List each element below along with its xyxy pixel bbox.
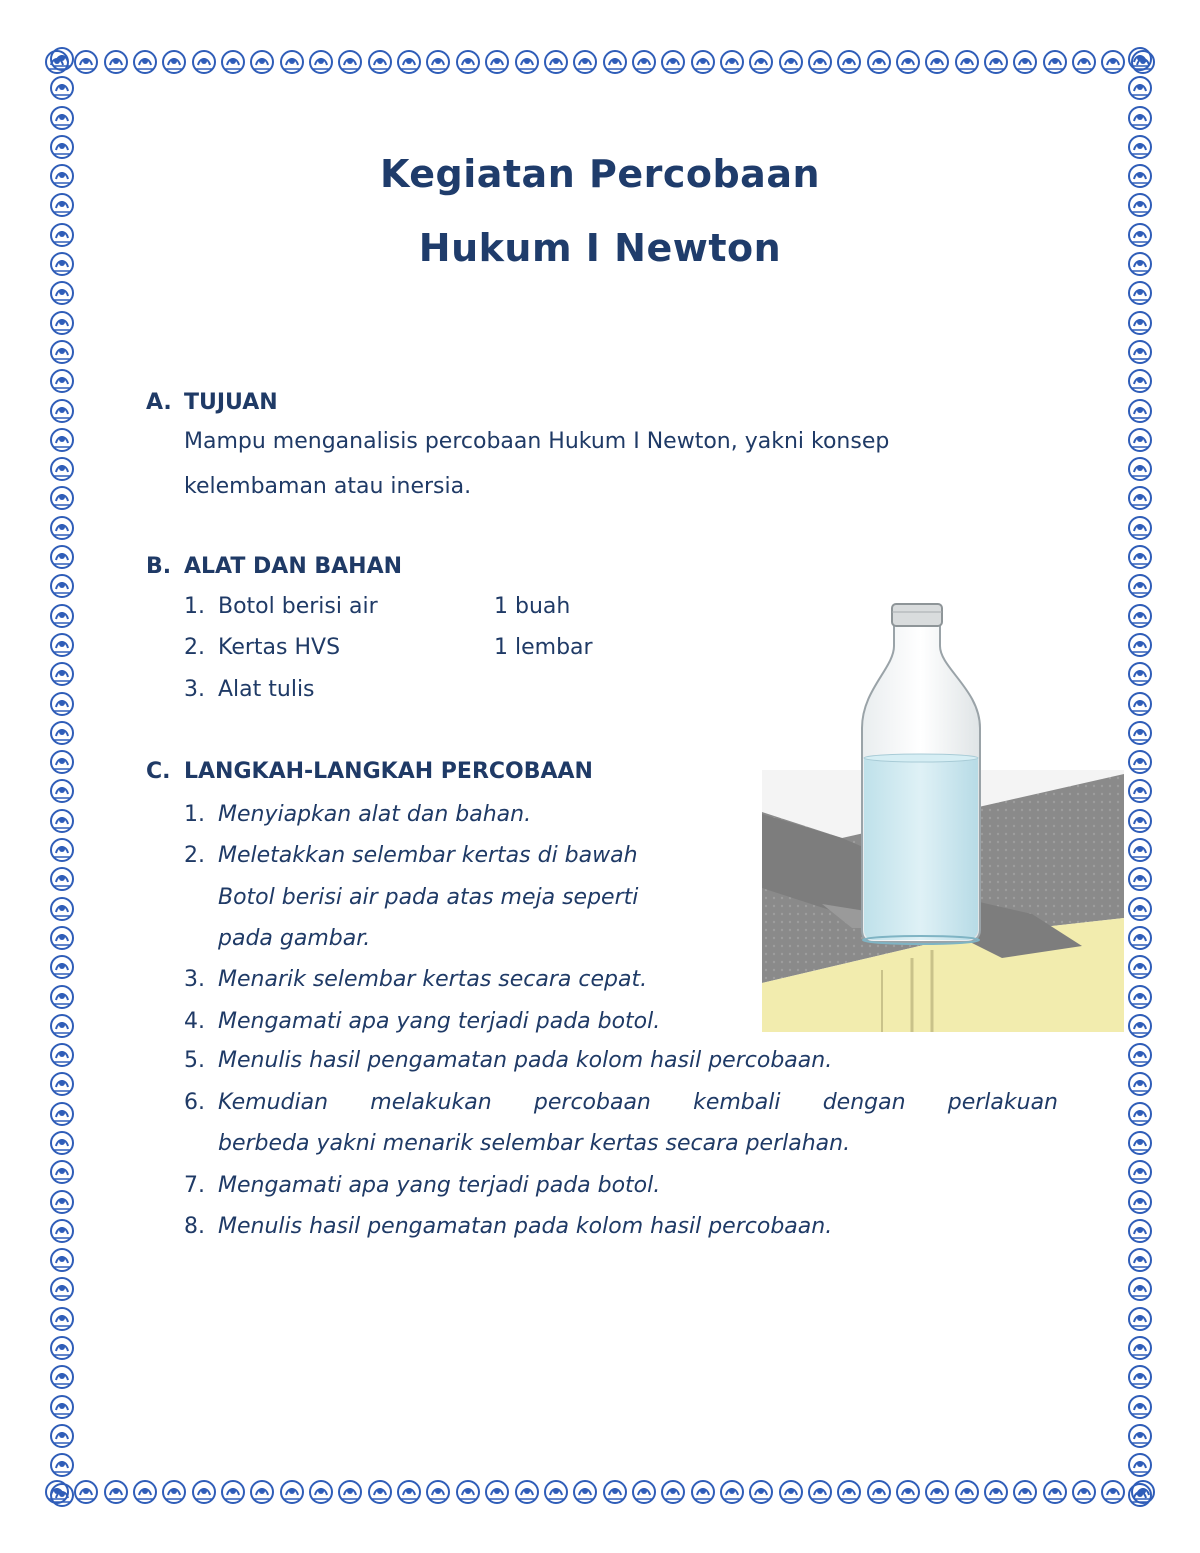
floral-ornament-icon bbox=[1127, 105, 1153, 131]
floral-ornament-icon bbox=[220, 49, 246, 75]
step-text: Kemudian melakukan percobaan kembali dengan perlakuan bbox=[218, 1090, 1058, 1115]
step-text: Menulis hasil pengamatan pada kolom hasil percobaan. bbox=[218, 1048, 833, 1073]
floral-ornament-icon bbox=[1127, 573, 1153, 599]
floral-ornament-icon bbox=[778, 49, 804, 75]
floral-ornament-icon bbox=[49, 661, 75, 687]
floral-ornament-icon bbox=[1042, 49, 1068, 75]
floral-ornament-icon bbox=[1127, 1423, 1153, 1449]
floral-ornament-icon bbox=[1127, 310, 1153, 336]
floral-ornament-icon bbox=[602, 49, 628, 75]
floral-ornament-icon bbox=[49, 339, 75, 365]
floral-ornament-icon bbox=[49, 544, 75, 570]
floral-ornament-icon bbox=[1127, 75, 1153, 101]
floral-ornament-icon bbox=[1127, 1189, 1153, 1215]
floral-ornament-icon bbox=[807, 49, 833, 75]
floral-ornament-icon bbox=[1127, 1218, 1153, 1244]
floral-ornament-icon bbox=[1127, 691, 1153, 717]
floral-ornament-icon bbox=[249, 1479, 275, 1505]
section-c-letter: C. bbox=[146, 759, 171, 784]
floral-ornament-icon bbox=[49, 1335, 75, 1361]
floral-ornament-icon bbox=[748, 1479, 774, 1505]
floral-ornament-icon bbox=[895, 49, 921, 75]
floral-ornament-icon bbox=[49, 1071, 75, 1097]
floral-ornament-icon bbox=[924, 1479, 950, 1505]
floral-ornament-icon bbox=[924, 49, 950, 75]
floral-ornament-icon bbox=[49, 896, 75, 922]
step-number: 8. bbox=[184, 1214, 205, 1239]
bottle-water bbox=[864, 758, 978, 940]
floral-ornament-icon bbox=[455, 49, 481, 75]
document-subtitle: Hukum I Newton bbox=[418, 226, 782, 270]
floral-ornament-icon bbox=[1127, 1364, 1153, 1390]
floral-ornament-icon bbox=[1127, 398, 1153, 424]
bottle-cap bbox=[892, 604, 942, 626]
step-text: Menulis hasil pengamatan pada kolom hasil percobaan. bbox=[218, 1214, 833, 1239]
floral-ornament-icon bbox=[1127, 896, 1153, 922]
floral-ornament-icon bbox=[1127, 632, 1153, 658]
floral-ornament-icon bbox=[1127, 1276, 1153, 1302]
floral-ornament-icon bbox=[49, 691, 75, 717]
floral-ornament-icon bbox=[1127, 280, 1153, 306]
floral-ornament-icon bbox=[367, 49, 393, 75]
floral-ornament-icon bbox=[690, 49, 716, 75]
floral-ornament-icon bbox=[1127, 1247, 1153, 1273]
floral-ornament-icon bbox=[1012, 1479, 1038, 1505]
section-b-letter: B. bbox=[146, 554, 172, 579]
floral-ornament-icon bbox=[49, 603, 75, 629]
floral-ornament-icon bbox=[49, 310, 75, 336]
floral-ornament-icon bbox=[1127, 1394, 1153, 1420]
floral-ornament-icon bbox=[1127, 368, 1153, 394]
floral-ornament-icon bbox=[49, 1159, 75, 1185]
floral-ornament-icon bbox=[983, 49, 1009, 75]
floral-ornament-icon bbox=[1100, 1479, 1126, 1505]
floral-ornament-icon bbox=[49, 398, 75, 424]
floral-ornament-icon bbox=[1127, 1071, 1153, 1097]
step-number: 6. bbox=[184, 1090, 205, 1115]
floral-ornament-icon bbox=[49, 1218, 75, 1244]
floral-ornament-icon bbox=[631, 49, 657, 75]
floral-ornament-icon bbox=[161, 1479, 187, 1505]
floral-ornament-icon bbox=[49, 1482, 75, 1508]
floral-ornament-icon bbox=[279, 49, 305, 75]
section-a-text-line1: Mampu menganalisis percobaan Hukum I Newton, yakni konsep bbox=[184, 429, 890, 454]
floral-ornament-icon bbox=[719, 49, 745, 75]
step-number: 2. bbox=[184, 843, 205, 868]
floral-ornament-icon bbox=[866, 1479, 892, 1505]
section-a-letter: A. bbox=[146, 390, 172, 415]
floral-ornament-icon bbox=[660, 49, 686, 75]
floral-ornament-icon bbox=[602, 1479, 628, 1505]
floral-ornament-icon bbox=[1127, 456, 1153, 482]
floral-ornament-icon bbox=[1127, 1306, 1153, 1332]
floral-ornament-icon bbox=[1127, 720, 1153, 746]
floral-ornament-icon bbox=[49, 837, 75, 863]
floral-ornament-icon bbox=[308, 49, 334, 75]
floral-ornament-icon bbox=[807, 1479, 833, 1505]
floral-ornament-icon bbox=[1127, 778, 1153, 804]
floral-ornament-icon bbox=[1127, 1452, 1153, 1478]
floral-ornament-icon bbox=[103, 1479, 129, 1505]
floral-ornament-icon bbox=[543, 49, 569, 75]
step-text: Menyiapkan alat dan bahan. bbox=[218, 802, 532, 827]
floral-ornament-icon bbox=[49, 1423, 75, 1449]
floral-ornament-icon bbox=[49, 749, 75, 775]
floral-ornament-icon bbox=[484, 1479, 510, 1505]
floral-ornament-icon bbox=[337, 49, 363, 75]
floral-ornament-icon bbox=[49, 1364, 75, 1390]
step-number: 5. bbox=[184, 1048, 205, 1073]
step-number: 7. bbox=[184, 1173, 205, 1198]
floral-ornament-icon bbox=[1127, 192, 1153, 218]
floral-ornament-icon bbox=[279, 1479, 305, 1505]
floral-ornament-icon bbox=[1127, 984, 1153, 1010]
floral-ornament-icon bbox=[572, 1479, 598, 1505]
step-text: Meletakkan selembar kertas di bawah bbox=[218, 843, 638, 868]
material-name: Alat tulis bbox=[218, 677, 315, 702]
step-number: 3. bbox=[184, 967, 205, 992]
floral-ornament-icon bbox=[49, 427, 75, 453]
step-number: 1. bbox=[184, 802, 205, 827]
section-c-heading: LANGKAH-LANGKAH PERCOBAAN bbox=[184, 759, 593, 784]
floral-ornament-icon bbox=[1127, 515, 1153, 541]
floral-ornament-icon bbox=[1127, 954, 1153, 980]
floral-ornament-icon bbox=[778, 1479, 804, 1505]
step-text: Mengamati apa yang terjadi pada botol. bbox=[218, 1173, 661, 1198]
floral-ornament-icon bbox=[719, 1479, 745, 1505]
section-a-text-line2: kelembaman atau inersia. bbox=[184, 474, 472, 499]
floral-ornament-icon bbox=[49, 866, 75, 892]
floral-ornament-icon bbox=[631, 1479, 657, 1505]
floral-ornament-icon bbox=[49, 1276, 75, 1302]
floral-ornament-icon bbox=[49, 368, 75, 394]
floral-ornament-icon bbox=[49, 1101, 75, 1127]
floral-ornament-icon bbox=[308, 1479, 334, 1505]
step-number: 4. bbox=[184, 1009, 205, 1034]
floral-ornament-icon bbox=[572, 49, 598, 75]
floral-ornament-icon bbox=[1127, 544, 1153, 570]
floral-ornament-icon bbox=[748, 49, 774, 75]
floral-ornament-icon bbox=[49, 1189, 75, 1215]
floral-ornament-icon bbox=[49, 456, 75, 482]
ornament-border-top bbox=[44, 46, 1156, 78]
floral-ornament-icon bbox=[1127, 866, 1153, 892]
floral-ornament-icon bbox=[49, 280, 75, 306]
floral-ornament-icon bbox=[1127, 925, 1153, 951]
floral-ornament-icon bbox=[161, 49, 187, 75]
floral-ornament-icon bbox=[49, 1013, 75, 1039]
floral-ornament-icon bbox=[514, 1479, 540, 1505]
floral-ornament-icon bbox=[49, 1452, 75, 1478]
material-number: 2. bbox=[184, 635, 205, 660]
floral-ornament-icon bbox=[1127, 661, 1153, 687]
floral-ornament-icon bbox=[1127, 1130, 1153, 1156]
floral-ornament-icon bbox=[1127, 1482, 1153, 1508]
floral-ornament-icon bbox=[49, 925, 75, 951]
step-text: Menarik selembar kertas secara cepat. bbox=[218, 967, 648, 992]
floral-ornament-icon bbox=[484, 49, 510, 75]
floral-ornament-icon bbox=[1127, 1101, 1153, 1127]
floral-ornament-icon bbox=[49, 778, 75, 804]
floral-ornament-icon bbox=[103, 49, 129, 75]
floral-ornament-icon bbox=[1042, 1479, 1068, 1505]
floral-ornament-icon bbox=[1127, 485, 1153, 511]
floral-ornament-icon bbox=[983, 1479, 1009, 1505]
material-number: 3. bbox=[184, 677, 205, 702]
floral-ornament-icon bbox=[1127, 1335, 1153, 1361]
floral-ornament-icon bbox=[49, 75, 75, 101]
floral-ornament-icon bbox=[1127, 427, 1153, 453]
floral-ornament-icon bbox=[1127, 603, 1153, 629]
floral-ornament-icon bbox=[543, 1479, 569, 1505]
floral-ornament-icon bbox=[49, 1247, 75, 1273]
floral-ornament-icon bbox=[396, 1479, 422, 1505]
floral-ornament-icon bbox=[836, 49, 862, 75]
floral-ornament-icon bbox=[49, 632, 75, 658]
section-b-heading: ALAT DAN BAHAN bbox=[184, 554, 403, 579]
floral-ornament-icon bbox=[49, 46, 75, 72]
floral-ornament-icon bbox=[1071, 49, 1097, 75]
material-quantity: 1 lembar bbox=[494, 635, 593, 660]
floral-ornament-icon bbox=[49, 1394, 75, 1420]
material-quantity: 1 buah bbox=[494, 594, 571, 619]
floral-ornament-icon bbox=[1012, 49, 1038, 75]
floral-ornament-icon bbox=[954, 1479, 980, 1505]
material-name: Kertas HVS bbox=[218, 635, 341, 660]
floral-ornament-icon bbox=[514, 49, 540, 75]
floral-ornament-icon bbox=[220, 1479, 246, 1505]
floral-ornament-icon bbox=[49, 954, 75, 980]
floral-ornament-icon bbox=[249, 49, 275, 75]
floral-ornament-icon bbox=[191, 49, 217, 75]
floral-ornament-icon bbox=[49, 1042, 75, 1068]
floral-ornament-icon bbox=[690, 1479, 716, 1505]
floral-ornament-icon bbox=[660, 1479, 686, 1505]
floral-ornament-icon bbox=[1127, 1042, 1153, 1068]
floral-ornament-icon bbox=[1071, 1479, 1097, 1505]
floral-ornament-icon bbox=[367, 1479, 393, 1505]
floral-ornament-icon bbox=[866, 49, 892, 75]
floral-ornament-icon bbox=[1100, 49, 1126, 75]
floral-ornament-icon bbox=[132, 1479, 158, 1505]
floral-ornament-icon bbox=[1127, 808, 1153, 834]
floral-ornament-icon bbox=[49, 984, 75, 1010]
floral-ornament-icon bbox=[425, 49, 451, 75]
step-text: Mengamati apa yang terjadi pada botol. bbox=[218, 1009, 661, 1034]
floral-ornament-icon bbox=[455, 1479, 481, 1505]
floral-ornament-icon bbox=[1127, 1013, 1153, 1039]
ornament-border-bottom bbox=[44, 1476, 1156, 1508]
document-title: Kegiatan Percobaan bbox=[379, 152, 821, 196]
floral-ornament-icon bbox=[49, 485, 75, 511]
step-text: Botol berisi air pada atas meja seperti bbox=[218, 885, 639, 910]
section-a-heading: TUJUAN bbox=[184, 390, 278, 415]
floral-ornament-icon bbox=[49, 192, 75, 218]
floral-ornament-icon bbox=[49, 105, 75, 131]
bottle-on-paper-illustration bbox=[762, 598, 1124, 1032]
floral-ornament-icon bbox=[425, 1479, 451, 1505]
step-text: pada gambar. bbox=[218, 926, 371, 951]
floral-ornament-icon bbox=[895, 1479, 921, 1505]
floral-ornament-icon bbox=[836, 1479, 862, 1505]
floral-ornament-icon bbox=[49, 808, 75, 834]
floral-ornament-icon bbox=[49, 1306, 75, 1332]
floral-ornament-icon bbox=[49, 720, 75, 746]
floral-ornament-icon bbox=[396, 49, 422, 75]
floral-ornament-icon bbox=[191, 1479, 217, 1505]
floral-ornament-icon bbox=[1127, 339, 1153, 365]
floral-ornament-icon bbox=[49, 1130, 75, 1156]
floral-ornament-icon bbox=[132, 49, 158, 75]
floral-ornament-icon bbox=[337, 1479, 363, 1505]
floral-ornament-icon bbox=[1127, 1159, 1153, 1185]
material-name: Botol berisi air bbox=[218, 594, 378, 619]
floral-ornament-icon bbox=[1127, 837, 1153, 863]
floral-ornament-icon bbox=[1127, 749, 1153, 775]
floral-ornament-icon bbox=[1127, 46, 1153, 72]
floral-ornament-icon bbox=[49, 573, 75, 599]
floral-ornament-icon bbox=[49, 515, 75, 541]
step-text: berbeda yakni menarik selembar kertas secara perlahan. bbox=[218, 1131, 851, 1156]
floral-ornament-icon bbox=[954, 49, 980, 75]
material-number: 1. bbox=[184, 594, 205, 619]
